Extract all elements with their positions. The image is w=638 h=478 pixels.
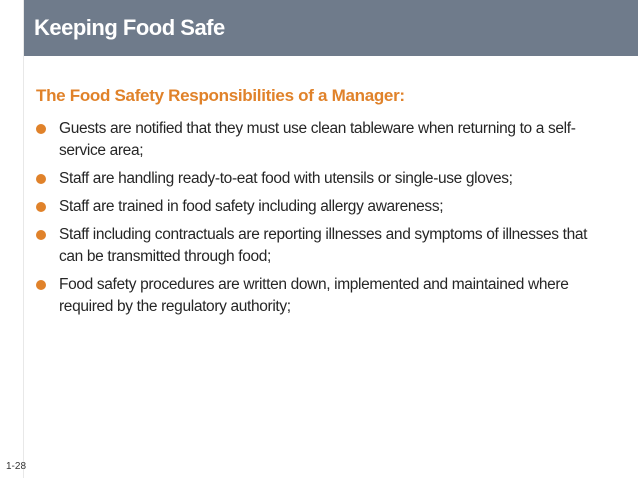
- bullet-item: [36, 224, 596, 268]
- bullet-text: Staff are handling ready-to-eat food with utensils or single-use gloves;: [59, 170, 513, 187]
- slide-subtitle: The Food Safety Responsibilities of a Manager:: [36, 86, 405, 105]
- bullet-text: Guests are notified that they must use clean tableware when returning to a self-service area;: [59, 120, 576, 159]
- bullet-text: Staff including contractuals are reporting illnesses and symptoms of illnesses that can be transmitted through food;: [59, 226, 588, 265]
- bullet-item: [36, 274, 596, 318]
- bullet-text: Food safety procedures are written down, implemented and maintained where required by the regulatory authority;: [59, 276, 569, 315]
- bullet-dot-icon: [36, 124, 46, 134]
- left-margin-rule: [0, 0, 27, 478]
- bullet-dot-icon: [36, 174, 46, 184]
- bullet-item: [36, 196, 596, 218]
- slide-title: Keeping Food Safe: [34, 15, 225, 40]
- bullet-dot-icon: [36, 280, 46, 290]
- bullet-dot-icon: [36, 230, 46, 240]
- bullet-list: [36, 118, 596, 324]
- bullet-dot-icon: [36, 202, 46, 212]
- slide-number: 1-28: [6, 461, 27, 472]
- bullet-item: [36, 168, 596, 190]
- bullet-text: Staff are trained in food safety including allergy awareness;: [59, 198, 444, 215]
- bullet-item: [36, 118, 596, 162]
